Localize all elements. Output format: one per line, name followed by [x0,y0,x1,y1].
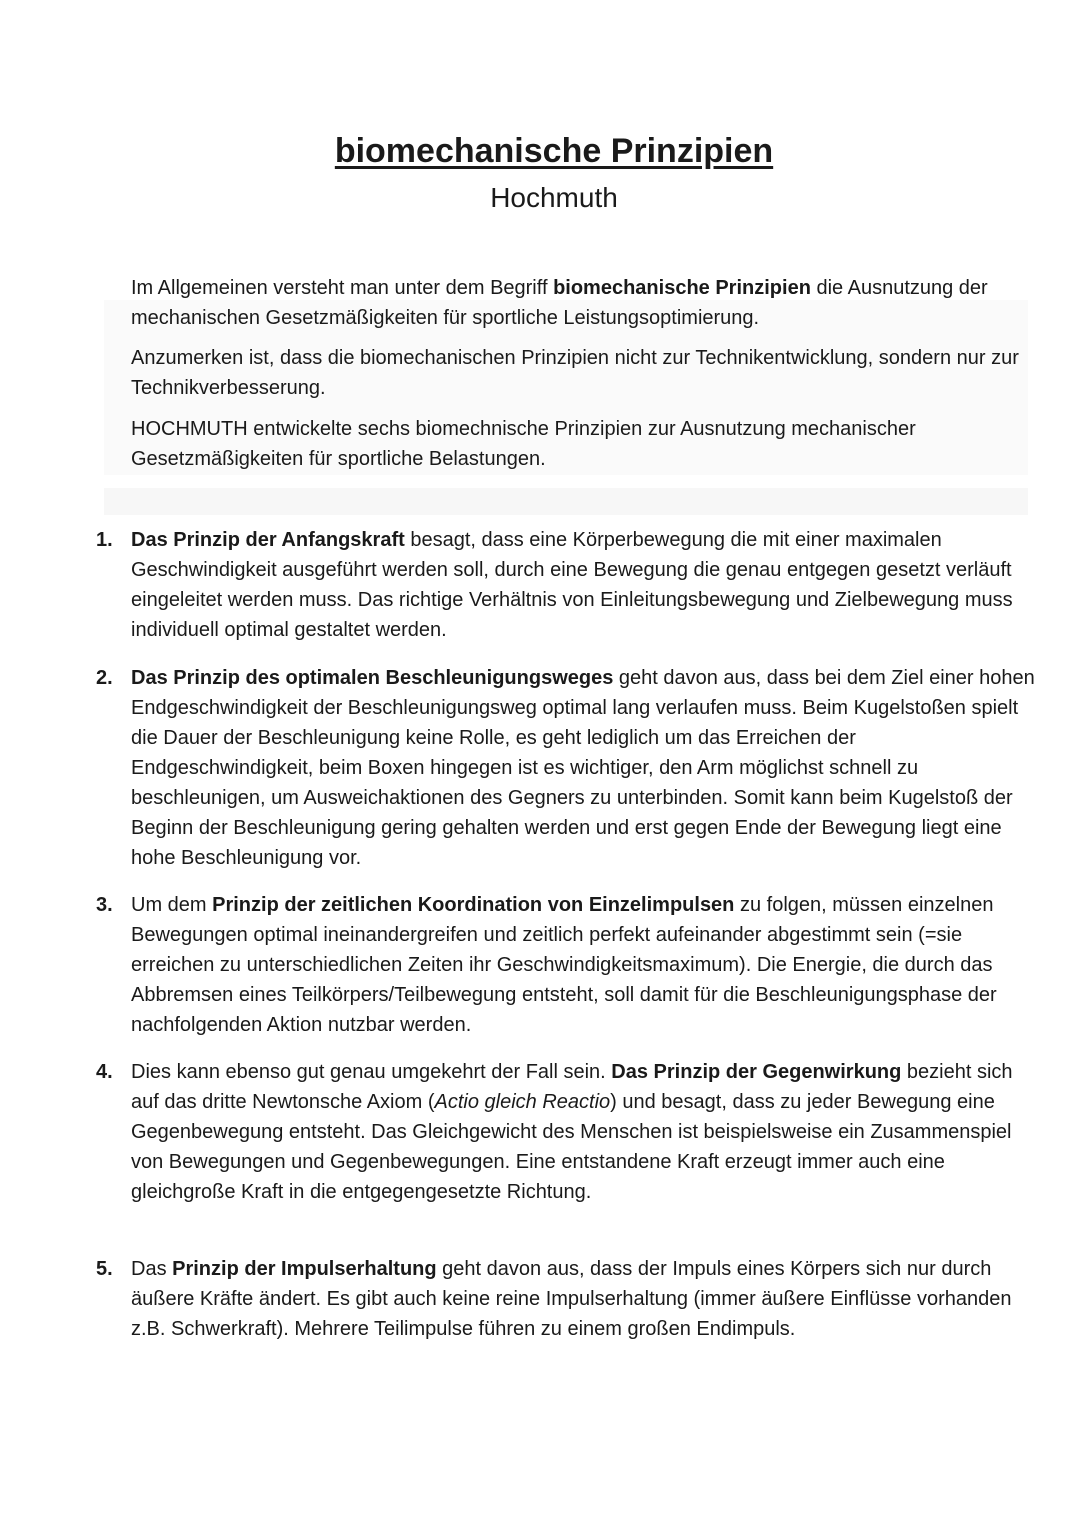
principle-name-bold: Das Prinzip der Anfangskraft [131,529,405,551]
text-segment: besagt, dass eine Körperbewegung die mit einer maximalen Geschwindigkeit ausgeführt werden soll, durch eine Bewegung die genau entgegen gesetzt verläuft eingeleitet werden muss. Das richtige Verhältnis von Einleitungsbewegung und Zielbewegung muss individuell optimal gestaltet werden. [131,529,1013,641]
principle-text [131,1057,1041,1207]
list-number: 4. [96,1061,113,1083]
intro-paragraph-definition [131,273,1036,333]
document-subtitle: Hochmuth [490,182,618,213]
intro-text: Im Allgemeinen versteht man unter dem Begriff [131,277,554,299]
principle-name-bold: Prinzip der zeitlichen Koordination von Einzelimpulsen [212,894,735,916]
principle-item-5 [96,1254,1041,1344]
text-segment: Das [131,1258,173,1280]
intro-paragraph-note: Anzumerken ist, dass die biomechanischen Prinzipien nicht zur Technikentwicklung, sondern nur zur Technikverbesserung. [131,347,1019,399]
principle-name-bold: Das Prinzip des optimalen Beschleunigungsweges [131,667,614,689]
text-segment: geht davon aus, dass der Impuls eines Körpers sich nur durch äußere Kräfte ändert. Es gibt auch keine reine Impulserhaltung (immer äußere Einflüsse vorhanden z.B. Schwerkraft). Mehrere Teilimpulse führen zu einem großen Endimpuls. [131,1258,1012,1340]
principle-name-bold: Prinzip der Impulserhaltung [172,1258,437,1280]
list-number: 2. [96,667,113,689]
list-number: 1. [96,529,113,551]
axiom-italic: Actio gleich Reactio [434,1091,611,1113]
text-segment: Dies kann ebenso gut genau umgekehrt der Fall sein. [131,1061,612,1083]
principle-name-bold: Das Prinzip der Gegenwirkung [611,1061,902,1083]
principle-item-4 [96,1057,1041,1207]
text-segment: zu folgen, müssen einzelnen Bewegungen optimal ineinandergreifen und zeitlich perfekt aufeinander abgestimmt sein (=sie erreichen zu unterschiedlichen Zeiten ihr Geschwindigkeitsmaximum). Die Energie, die durch das Abbremsen eines Teilkörpers/Teilbewegung entsteht, soll damit für die Beschleunigungsphase der nachfolgenden Aktion nutzbar werden. [131,894,997,1036]
principle-item-2 [96,663,1041,873]
text-segment: ) und besagt, dass zu jeder Bewegung eine Gegenbewegung entsteht. Das Gleichgewicht des Menschen ist beispielsweise ein Zusammenspiel von Bewegungen und Gegenbewegungen. Eine entstandene Kraft erzeugt immer auch eine gleichgroße Kraft in die entgegengesetzte Richtung. [131,1091,1012,1203]
principle-text [131,890,1041,1040]
principle-item-3 [96,890,1041,1040]
principle-text [131,1254,1041,1344]
principle-text [131,525,1041,645]
document-title: biomechanische Prinzipien [334,132,774,170]
text-segment: geht davon aus, dass bei dem Ziel einer hohen Endgeschwindigkeit der Beschleunigungsweg optimal lang verlaufen muss. Beim Kugelstoßen spielt die Dauer der Beschleunigung keine Rolle, es geht lediglich um das Erreichen der Endgeschwindigkeit, beim Boxen hingegen ist es wichtiger, den Arm möglichst schnell zu beschleunigen, um Ausweichaktionen des Gegners zu unterbinden. Somit kann beim Kugelstoß der Beginn der Beschleunigung gering gehalten werden und erst gegen Ende der Bewegung liegt eine hohe Beschleunigung vor. [131,667,1035,869]
text-segment: Um dem [131,894,213,916]
list-number: 3. [96,894,113,916]
list-number: 5. [96,1258,113,1280]
principle-text [131,663,1041,873]
intro-paragraph-hochmuth: HOCHMUTH entwickelte sechs biomechnische Prinzipien zur Ausnutzung mechanischer Gesetzmäßigkeiten für sportliche Belastungen. [131,418,916,470]
intro-text: die Ausnutzung der mechanischen Gesetzmäßigkeiten für sportliche Leistungsoptimierung. [131,277,988,329]
text-segment: bezieht sich auf das dritte Newtonsche Axiom ( [131,1061,1013,1113]
intro-term-bold: biomechanische Prinzipien [553,277,811,299]
principle-item-1 [96,525,1041,645]
